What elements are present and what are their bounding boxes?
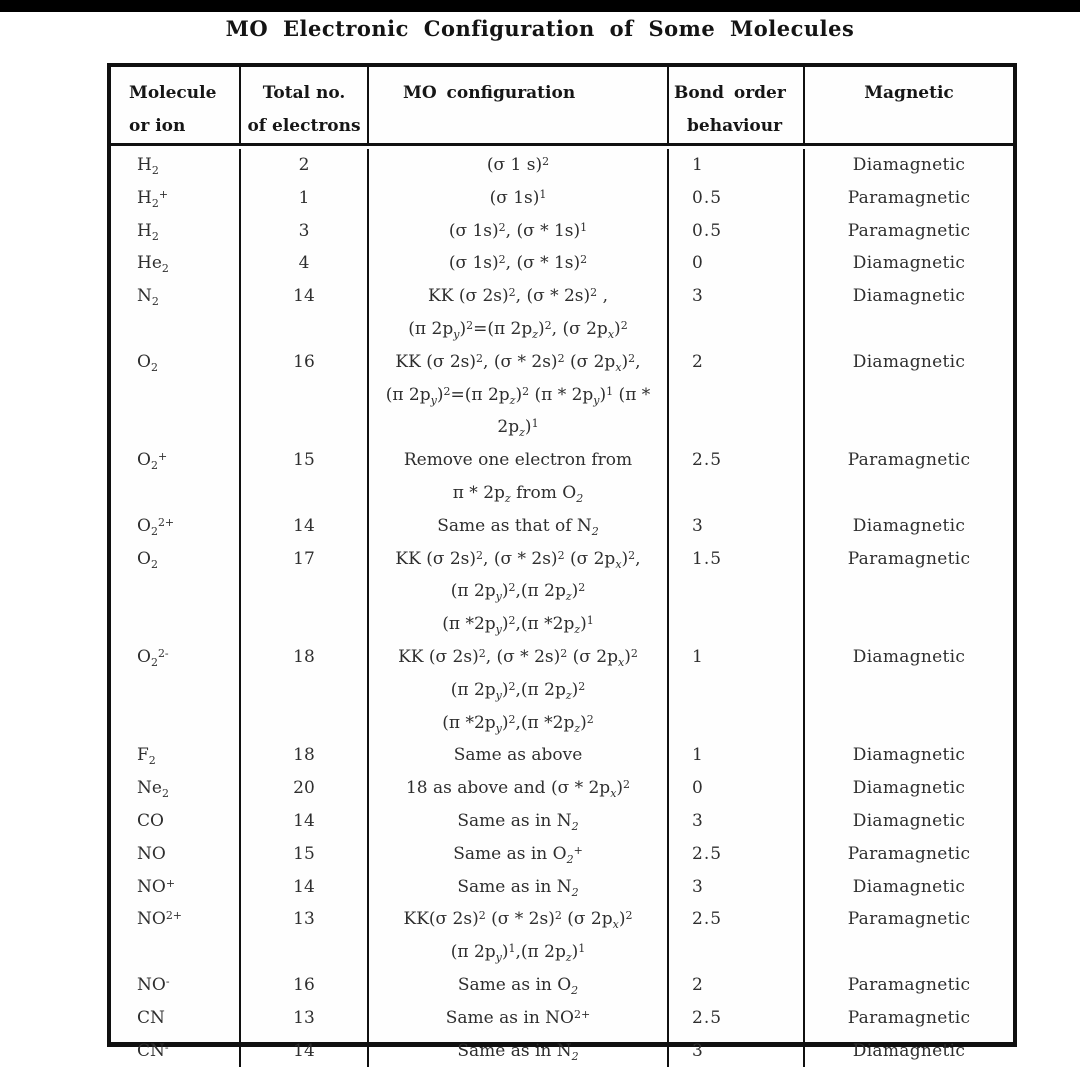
magnetic-cell: Paramagnetic <box>847 450 971 471</box>
bond-order-cell: 0.5 <box>669 215 805 248</box>
table-row <box>111 641 1013 739</box>
mo-config-cell <box>369 215 669 248</box>
mo-config-cell <box>369 805 669 838</box>
header-bond-line2: behaviour <box>687 116 783 136</box>
bond-order-cell: 1 <box>669 739 805 772</box>
mo-config-cell <box>369 871 669 904</box>
bond-order-cell: 3 <box>669 871 805 904</box>
mo-config-cell <box>369 772 669 805</box>
magnetic-cell: Paramagnetic <box>847 548 971 569</box>
molecule-cell: $H_2^+$ <box>111 182 241 215</box>
bond-order-cell: 1.5 <box>669 543 805 641</box>
table-row <box>111 247 1013 280</box>
table-row <box>111 280 1013 346</box>
mo-config-line: KK (σ 2s)$^2$, (σ * 2s)$^2$ (σ $2p_x)^2$, <box>395 351 641 374</box>
table-header-row <box>111 67 1013 146</box>
header-mo-configuration <box>369 67 669 143</box>
molecule-cell: $H_2$ <box>111 215 241 248</box>
mo-config-cell <box>369 739 669 772</box>
mo-config-cell <box>369 346 669 444</box>
table-row <box>111 182 1013 215</box>
electrons-cell: 1 <box>241 182 369 215</box>
header-config-line1: MO configuration <box>403 83 576 103</box>
page-title: MO Electronic Configuration of Some Molecules <box>225 16 855 41</box>
electrons-cell: 16 <box>241 346 369 444</box>
mo-config-cell <box>369 182 669 215</box>
magnetic-cell: Diamagnetic <box>852 876 966 897</box>
mo-config-line: KK (σ 2s)$^2$, (σ * 2s)$^2$ (σ $2p_x)^2$ <box>398 646 638 669</box>
bond-order-cell: 0 <box>669 772 805 805</box>
molecule-cell: $Ne_2$ <box>111 772 241 805</box>
electrons-cell: 16 <box>241 969 369 1002</box>
mo-config-line: π * $2p_z$ from $O_2$ <box>452 482 584 505</box>
molecule-cell: NO- <box>111 969 241 1002</box>
magnetic-cell: Diamagnetic <box>852 515 966 536</box>
magnetic-cell: Paramagnetic <box>847 974 971 995</box>
header-total-electrons <box>241 67 369 143</box>
electrons-cell: 2 <box>241 149 369 182</box>
molecule-cell: $F_2$ <box>111 739 241 772</box>
magnetic-cell: Diamagnetic <box>852 351 966 372</box>
top-black-bar <box>0 0 1080 12</box>
mo-config-cell <box>369 903 669 969</box>
mo-config-line: Same as in $N_2$ <box>457 1040 579 1063</box>
table-row <box>111 772 1013 805</box>
magnetic-cell: Diamagnetic <box>852 745 966 766</box>
bond-order-cell: 3 <box>669 510 805 543</box>
magnetic-cell: Diamagnetic <box>852 646 966 667</box>
molecule-cell: $He_2$ <box>111 247 241 280</box>
molecule-cell: CN- <box>111 1035 241 1067</box>
mo-config-line: Same as in $O_2$ <box>457 974 579 997</box>
table-row <box>111 838 1013 871</box>
header-bond-order-behaviour <box>669 67 805 143</box>
table-row <box>111 149 1013 182</box>
mo-config-line: Same as that of $N_2$ <box>437 515 599 538</box>
mo-config-line: (π $2p_y)^2,(\pi$ $2p_z)^2$ <box>450 581 586 604</box>
header-molecule-line1: Molecule <box>129 83 217 103</box>
electrons-cell: 18 <box>241 739 369 772</box>
mo-config-cell <box>369 149 669 182</box>
table-row <box>111 510 1013 543</box>
mo-config-cell <box>369 641 669 739</box>
mo-config-line: (σ 1s)$^2$, (σ * 1s)$^1$ <box>448 220 588 241</box>
bond-order-cell: 1 <box>669 641 805 739</box>
header-magnetic <box>805 67 1013 143</box>
bond-order-cell: 1 <box>669 149 805 182</box>
electrons-cell: 20 <box>241 772 369 805</box>
molecule-cell: $O_2$ <box>111 346 241 444</box>
table-row <box>111 903 1013 969</box>
molecule-cell: NO <box>111 838 241 871</box>
bond-order-cell: 2.5 <box>669 903 805 969</box>
header-molecule-or-ion <box>111 67 241 143</box>
table-row <box>111 1035 1013 1067</box>
mo-config-cell <box>369 1035 669 1067</box>
electrons-cell: 14 <box>241 280 369 346</box>
magnetic-cell: Diamagnetic <box>852 155 966 175</box>
molecule-cell: CO <box>111 805 241 838</box>
bond-order-cell: 2.5 <box>669 1002 805 1035</box>
magnetic-cell: Diamagnetic <box>852 253 966 274</box>
magnetic-cell: Diamagnetic <box>852 1040 966 1061</box>
mo-configuration-table <box>107 63 1017 1063</box>
bond-order-cell: 2 <box>669 969 805 1002</box>
table-row <box>111 739 1013 772</box>
electrons-cell: 14 <box>241 805 369 838</box>
electrons-cell: 18 <box>241 641 369 739</box>
mo-config-line: (π $*2p_y)^2,(\pi$ $*2p_z)^1$ <box>442 614 594 637</box>
table-row <box>111 871 1013 904</box>
magnetic-cell: Paramagnetic <box>847 909 971 930</box>
header-magnetic-line1: Magnetic <box>864 83 954 103</box>
mo-config-cell <box>369 444 669 510</box>
table-row <box>111 346 1013 444</box>
molecule-cell: $O_2^+$ <box>111 444 241 510</box>
mo-config-line: (σ 1s)$^2$, (σ * 1s)$^2$ <box>448 253 588 274</box>
mo-config-line: (σ 1 s)$^2$ <box>486 155 550 175</box>
bond-order-cell: 2.5 <box>669 444 805 510</box>
header-electrons-line2: of electrons <box>247 116 361 136</box>
molecule-cell: $H_2$ <box>111 149 241 182</box>
mo-config-cell <box>369 543 669 641</box>
mo-config-line: (σ 1s)$^1$ <box>489 187 547 208</box>
bond-order-cell: 0 <box>669 247 805 280</box>
bond-order-cell: 0.5 <box>669 182 805 215</box>
mo-config-line: Remove one electron from <box>403 450 633 471</box>
mo-config-line: 18 as above and $(\sigma * 2p_x)^2$ <box>405 778 631 801</box>
magnetic-cell: Diamagnetic <box>852 286 966 307</box>
mo-config-cell <box>369 280 669 346</box>
table-row <box>111 215 1013 248</box>
bond-order-cell: 2 <box>669 346 805 444</box>
mo-config-line: (π $2p_y)^1,(\pi$ $2p_z)^1$ <box>450 942 586 965</box>
header-electrons-line1: Total no. <box>262 83 346 103</box>
header-bond-line1: Bond order <box>674 83 786 103</box>
magnetic-cell: Paramagnetic <box>847 220 971 241</box>
bond-order-cell: 3 <box>669 280 805 346</box>
molecule-cell: $N_2$ <box>111 280 241 346</box>
bond-order-cell: 3 <box>669 805 805 838</box>
header-molecule-line2: or ion <box>129 116 186 136</box>
magnetic-cell: Paramagnetic <box>847 187 971 208</box>
electrons-cell: 15 <box>241 838 369 871</box>
mo-config-line: Same as in $NO^{2+}$ <box>445 1007 591 1028</box>
electrons-cell: 13 <box>241 903 369 969</box>
molecule-cell: CN <box>111 1002 241 1035</box>
table-row <box>111 444 1013 510</box>
electrons-cell: 3 <box>241 215 369 248</box>
magnetic-cell: Diamagnetic <box>852 810 966 831</box>
mo-config-line: KK (σ 2s)$^2$, (σ * 2s)$^2$ (σ $2p_x)^2$, <box>395 548 641 571</box>
electrons-cell: 17 <box>241 543 369 641</box>
table-row <box>111 1002 1013 1035</box>
electrons-cell: 15 <box>241 444 369 510</box>
electrons-cell: 14 <box>241 510 369 543</box>
bond-order-cell: 3 <box>669 1035 805 1067</box>
mo-config-line: Same as in $N_2$ <box>457 810 579 833</box>
table-body <box>111 146 1013 1067</box>
mo-config-line: KK(σ 2s)$^2$ (σ * 2s)$^2$ (σ $2p_x)^2$ <box>403 909 633 932</box>
molecule-cell: $O_2^{2-}$ <box>111 641 241 739</box>
table-row <box>111 543 1013 641</box>
mo-config-line: (π $2p_y)^2,(\pi$ $2p_z)^2$ <box>450 679 586 702</box>
mo-config-line: (π $2p_y)^2=(\pi$ $2p_z)^2$ $(\pi * 2p_y)^1$ $(\pi * 2p_z)^1$ <box>385 384 651 440</box>
magnetic-cell: Diamagnetic <box>852 778 966 799</box>
electrons-cell: 14 <box>241 1035 369 1067</box>
mo-config-line: (π $2p_y)^2=(\pi$ $2p_z)^2$, (σ $2p_x)^2$ <box>408 318 628 341</box>
table-row <box>111 969 1013 1002</box>
table-row <box>111 805 1013 838</box>
mo-config-cell <box>369 1002 669 1035</box>
molecule-cell: $O_2^{2+}$ <box>111 510 241 543</box>
mo-config-line: KK (σ 2s)$^2$, (σ * 2s)$^2$ , <box>428 286 608 307</box>
mo-config-cell <box>369 247 669 280</box>
electrons-cell: 4 <box>241 247 369 280</box>
mo-config-cell <box>369 838 669 871</box>
magnetic-cell: Paramagnetic <box>847 1007 971 1028</box>
molecule-cell: $NO^{2+}$ <box>111 903 241 969</box>
mo-config-cell <box>369 510 669 543</box>
bond-order-cell: 2.5 <box>669 838 805 871</box>
mo-config-cell <box>369 969 669 1002</box>
molecule-cell: $O_2$ <box>111 543 241 641</box>
mo-config-line: (π $*2p_y)^2,(\pi$ $*2p_z)^2$ <box>442 712 594 735</box>
electrons-cell: 13 <box>241 1002 369 1035</box>
molecule-cell: NO+ <box>111 871 241 904</box>
mo-config-line: Same as in $O_2^+$ <box>453 843 583 866</box>
magnetic-cell: Paramagnetic <box>847 843 971 864</box>
mo-config-line: Same as in $N_2$ <box>457 876 579 899</box>
electrons-cell: 14 <box>241 871 369 904</box>
mo-config-line: Same as above <box>453 745 583 766</box>
